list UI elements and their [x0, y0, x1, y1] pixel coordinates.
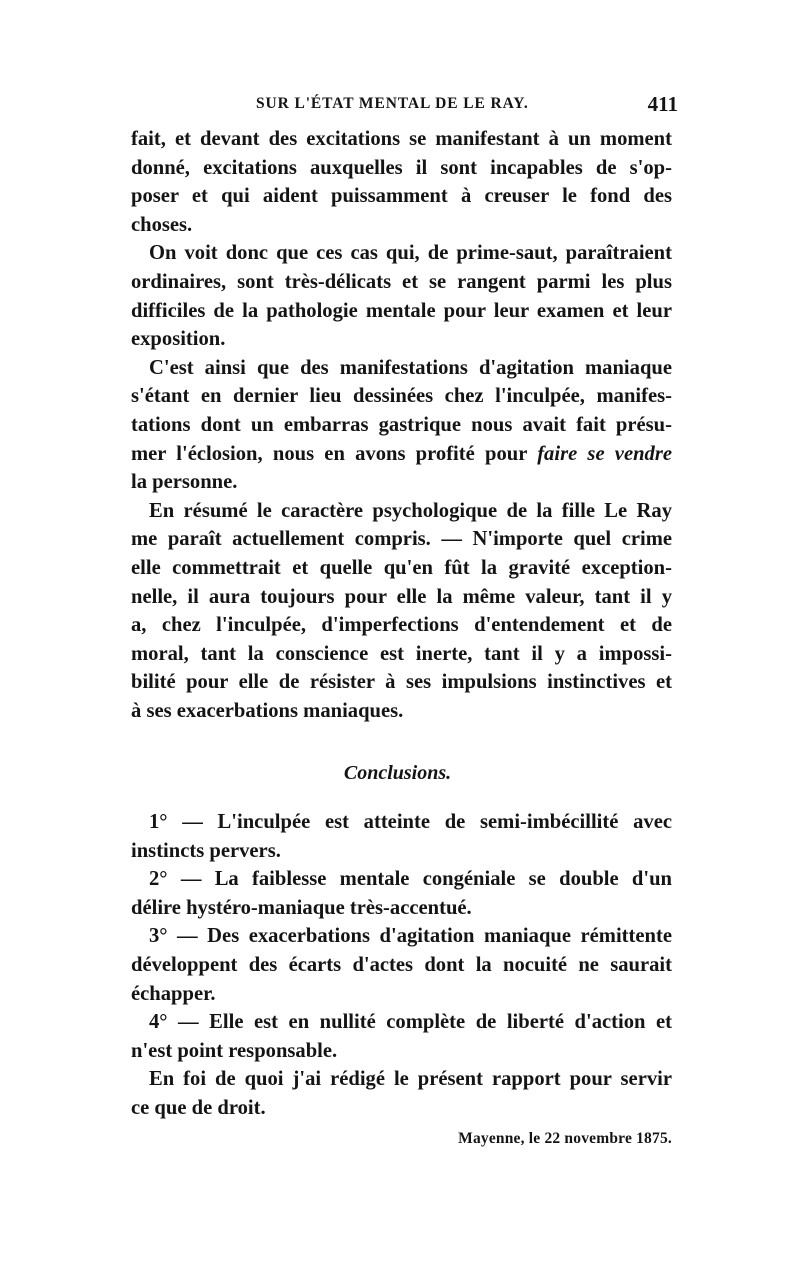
text-line: tations dont un embarras gastrique nous avait fait présu- — [131, 413, 672, 436]
conclusion-item — [131, 808, 672, 865]
text-line: la personne. — [131, 471, 238, 494]
text-line: fait, et devant des excitations se manifestant à un moment — [131, 128, 672, 150]
text-line: En foi de quoi j'ai rédigé le présent rapport pour servir — [149, 1068, 672, 1091]
text-line: difficiles de la pathologie mentale pour leur examen et leur — [131, 299, 672, 322]
text-line: choses. — [131, 213, 193, 236]
text-line: délire hystéro-maniaque très-accentué. — [131, 896, 472, 919]
running-header — [138, 92, 678, 119]
paragraph — [131, 239, 672, 353]
paragraph — [131, 354, 672, 497]
text-line: à ses exacerbations maniaques. — [131, 699, 404, 722]
conclusion-item — [131, 1008, 672, 1065]
text-line: échapper. — [131, 982, 216, 1005]
text-line: elle commettrait et quelle qu'en fût la gravité exception- — [131, 556, 672, 579]
text-line: a, chez l'inculpée, d'imperfections d'entendement et de — [131, 614, 672, 637]
running-title: SUR L'ÉTAT MENTAL DE LE RAY. — [256, 95, 529, 112]
text-line: ce que de droit. — [131, 1097, 266, 1119]
text-line: ordinaires, sont très-délicats et se rangent parmi les plus — [131, 270, 672, 293]
text-line: nelle, il aura toujours pour elle la même valeur, tant il y — [131, 585, 672, 608]
signature-line: Mayenne, le 22 novembre 1875. — [458, 1129, 672, 1147]
paragraph — [131, 497, 672, 726]
text-line: développent des écarts d'actes dont la nocuité ne saurait — [131, 954, 672, 977]
text-line: On voit donc que ces cas qui, de prime-saut, paraîtraient — [149, 242, 672, 265]
text-line-segment: mer l'éclosion, nous en avons profité pour — [131, 442, 527, 465]
body-text — [131, 125, 672, 1153]
text-line: moral, tant la conscience est inerte, tant il y a impossi- — [131, 642, 672, 665]
page-number: 411 — [647, 92, 678, 116]
text-line: me paraît actuellement compris. — N'importe quel crime — [131, 528, 672, 551]
text-line: instincts pervers. — [131, 839, 281, 862]
text-line: 4° — Elle est en nullité complète de liberté d'action et — [149, 1011, 672, 1034]
text-line: s'étant en dernier lieu dessinées chez l'inculpée, manifes- — [131, 385, 672, 408]
text-line: 3° — Des exacerbations d'agitation maniaque rémittente — [149, 925, 672, 948]
text-line: exposition. — [131, 328, 226, 351]
closing-paragraph — [131, 1065, 672, 1122]
text-line — [131, 440, 672, 469]
text-line: En résumé le caractère psychologique de la fille Le Ray — [149, 499, 672, 522]
conclusion-item — [131, 865, 672, 922]
conclusion-item — [131, 922, 672, 1008]
conclusions-heading: Conclusions. — [343, 762, 452, 785]
text-line: n'est point responsable. — [131, 1039, 338, 1062]
text-line: C'est ainsi que des manifestations d'agitation maniaque — [149, 356, 672, 379]
text-line: 2° — La faiblesse mentale congéniale se double d'un — [149, 868, 672, 891]
text-line: donné, excitations auxquelles il sont incapables de s'op- — [131, 156, 672, 179]
text-line: poser et qui aident puissamment à creuser le fond des — [131, 185, 672, 208]
italic-phrase: faire se vendre — [537, 442, 672, 465]
text-line: 1° — L'inculpée est atteinte de semi-imbécillité avec — [149, 811, 672, 834]
paragraph — [131, 125, 672, 239]
text-line: bilité pour elle de résister à ses impulsions instinctives et — [131, 671, 672, 694]
